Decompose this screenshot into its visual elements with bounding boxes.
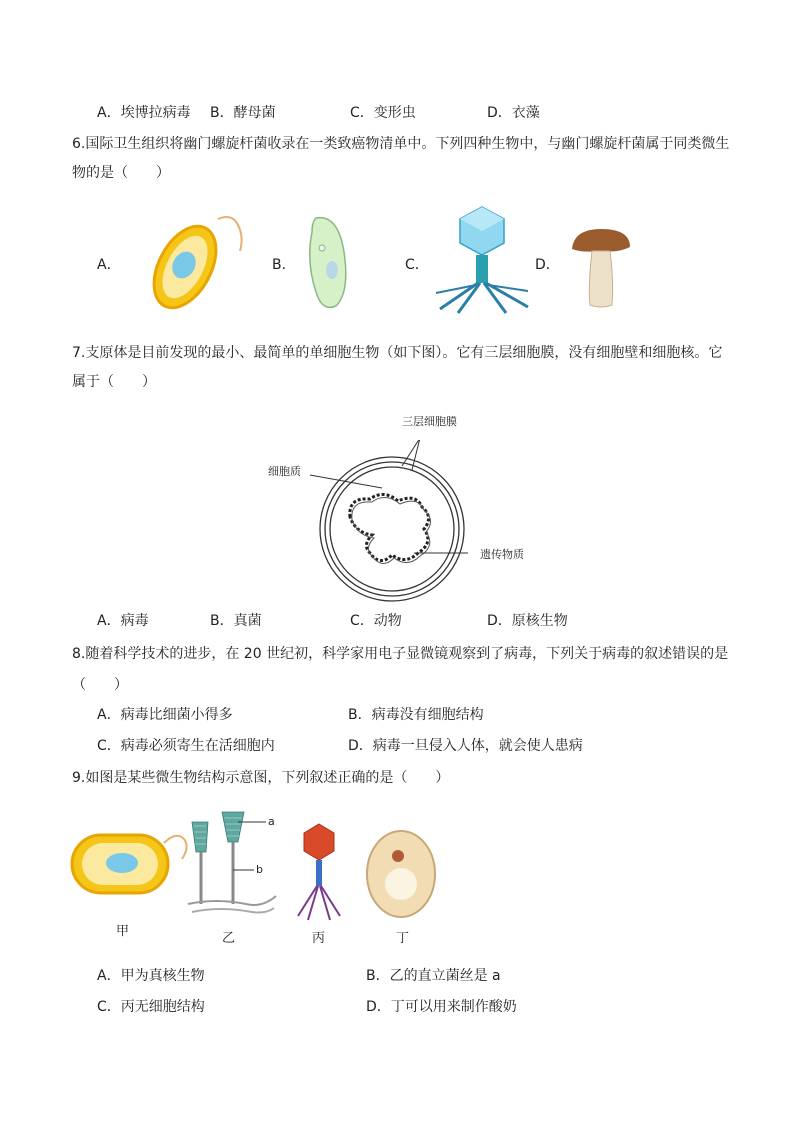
q9-option-b[interactable]: B．乙的直立菌丝是 a bbox=[366, 968, 501, 984]
q6-stem-line2: 物的是（ ） bbox=[72, 165, 170, 181]
bacteriophage-icon bbox=[432, 205, 532, 315]
label-cytoplasm: 细胞质 bbox=[268, 465, 301, 478]
q9-option-d[interactable]: D．丁可以用来制作酸奶 bbox=[366, 999, 517, 1015]
q7-option-a[interactable]: A．病毒 bbox=[97, 613, 149, 629]
label-a: a bbox=[268, 815, 275, 828]
q9-option-a[interactable]: A．甲为真核生物 bbox=[97, 968, 205, 984]
q5-option-d[interactable]: D．衣藻 bbox=[487, 105, 540, 121]
q9-stem: 9.如图是某些微生物结构示意图，下列叙述正确的是（ ） bbox=[72, 770, 450, 786]
label-b: b bbox=[256, 863, 263, 876]
q7-option-d[interactable]: D．原核生物 bbox=[487, 613, 568, 629]
penicillium-icon bbox=[186, 808, 278, 920]
q8-stem-line2: （ ） bbox=[72, 677, 128, 693]
bacteriophage-bing-icon bbox=[294, 822, 344, 922]
caption-bing: 丙 bbox=[312, 931, 326, 946]
q6-option-c[interactable]: C． bbox=[405, 257, 429, 273]
q8-option-c[interactable]: C．病毒必须寄生在活细胞内 bbox=[97, 738, 275, 754]
q8-stem-line1: 8.随着科学技术的进步，在 20 世纪初，科学家用电子显微镜观察到了病毒，下列关于病毒的叙述错误的是 bbox=[72, 646, 729, 662]
caption-jia: 甲 bbox=[116, 924, 130, 939]
caption-yi: 乙 bbox=[222, 931, 236, 946]
mushroom-icon bbox=[568, 225, 634, 310]
q7-option-c[interactable]: C．动物 bbox=[350, 613, 402, 629]
q5-option-a[interactable]: A．埃博拉病毒 bbox=[97, 105, 191, 121]
q8-option-d[interactable]: D．病毒一旦侵入人体，就会使人患病 bbox=[348, 738, 583, 754]
label-genetic-material: 遗传物质 bbox=[480, 548, 524, 561]
q5-option-b[interactable]: B．酵母菌 bbox=[210, 105, 276, 121]
q5-option-c[interactable]: C．变形虫 bbox=[350, 105, 416, 121]
q6-option-a[interactable]: A． bbox=[97, 257, 121, 273]
q7-option-b[interactable]: B．真菌 bbox=[210, 613, 262, 629]
q6-option-b[interactable]: B． bbox=[272, 257, 296, 273]
q6-stem-line1: 6.国际卫生组织将幽门螺旋杆菌收录在一类致癌物清单中。下列四种生物中，与幽门螺旋杆菌属于同类微生 bbox=[72, 136, 730, 152]
bacterium-jia-icon bbox=[70, 825, 190, 900]
q8-option-a[interactable]: A．病毒比细菌小得多 bbox=[97, 707, 233, 723]
paramecium-icon bbox=[298, 212, 358, 312]
q8-option-b[interactable]: B．病毒没有细胞结构 bbox=[348, 707, 484, 723]
q7-stem-line1: 7.支原体是目前发现的最小、最简单的单细胞生物（如下图）。它有三层细胞膜，没有细胞壁和细胞核。它 bbox=[72, 345, 723, 361]
q6-option-d[interactable]: D． bbox=[535, 257, 560, 273]
label-three-membranes: 三层细胞膜 bbox=[402, 415, 457, 428]
caption-ding: 丁 bbox=[396, 931, 410, 946]
yeast-cell-icon bbox=[364, 828, 438, 920]
q7-stem-line2: 属于（ ） bbox=[72, 374, 156, 390]
bacterium-icon bbox=[140, 205, 250, 315]
q9-option-c[interactable]: C．丙无细胞结构 bbox=[97, 999, 205, 1015]
